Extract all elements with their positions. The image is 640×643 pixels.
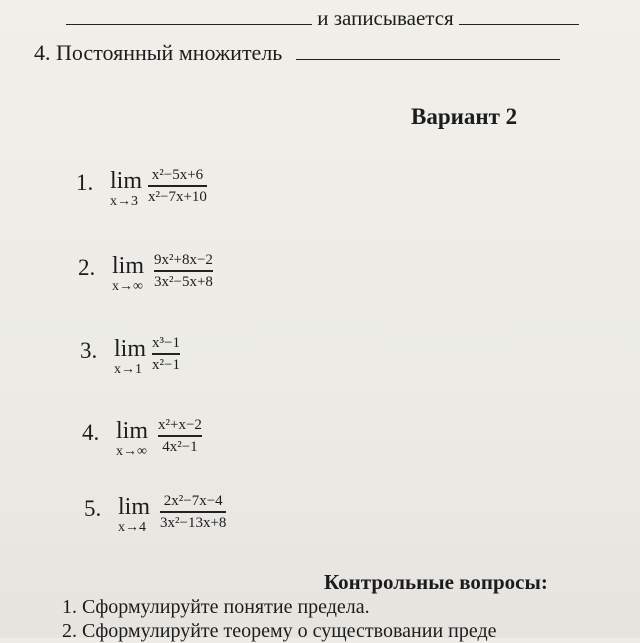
header-text-top: и записывается xyxy=(317,6,454,30)
fraction xyxy=(154,251,213,291)
variant-title: Вариант 2 xyxy=(411,104,518,129)
question-4-text: 4. Постоянный множитель xyxy=(34,40,283,65)
header-line-top xyxy=(66,6,579,31)
task-number: 1. xyxy=(76,170,94,195)
limit-subscript: x→1 xyxy=(114,362,142,377)
fraction-denominator: x²−1 xyxy=(152,356,180,373)
fraction-denominator: 4x²−1 xyxy=(162,438,198,455)
fraction-numerator: x³−1 xyxy=(152,335,180,351)
fraction-numerator: 9x²+8x−2 xyxy=(154,252,213,268)
fraction xyxy=(152,334,180,374)
task-number: 4. xyxy=(82,420,100,445)
control-questions-title: Контрольные вопросы: xyxy=(324,570,548,594)
blank-line xyxy=(66,24,312,25)
fraction-bar xyxy=(160,511,226,513)
limit-subscript: x→∞ xyxy=(112,279,143,294)
limit-symbol: lim xyxy=(118,494,151,520)
fraction xyxy=(148,166,207,206)
blank-line xyxy=(296,59,560,60)
fraction-numerator: 2x²−7x−4 xyxy=(163,493,223,509)
fraction-denominator: x²−7x+10 xyxy=(148,188,207,205)
control-question-1: 1. Сформулируйте понятие предела. xyxy=(62,596,370,618)
limit-subscript: x→∞ xyxy=(116,444,147,459)
limit-symbol: lim xyxy=(110,168,143,194)
question-4 xyxy=(34,40,560,66)
limit-symbol: lim xyxy=(112,253,145,279)
fraction-bar xyxy=(158,435,202,437)
limit-subscript: x→3 xyxy=(110,194,138,209)
limit-symbol: lim xyxy=(114,336,147,362)
fraction xyxy=(160,492,226,532)
fraction-numerator: x²−5x+6 xyxy=(151,167,204,183)
fraction-denominator: 3x²−13x+8 xyxy=(160,514,227,531)
fraction-bar xyxy=(152,353,180,355)
fraction-numerator: x²+x−2 xyxy=(158,417,202,433)
limit-symbol: lim xyxy=(116,418,149,444)
fraction-bar xyxy=(154,270,213,272)
task-number: 3. xyxy=(80,338,98,363)
blank-line xyxy=(459,24,579,25)
limit-subscript: x→4 xyxy=(118,520,146,535)
task-number: 2. xyxy=(78,255,96,280)
task-number: 5. xyxy=(84,496,102,521)
fraction xyxy=(158,416,202,456)
fraction-denominator: 3x²−5x+8 xyxy=(154,273,213,290)
control-question-2: 2. Сформулируйте теорему о существовании преде xyxy=(62,620,497,642)
fraction-bar xyxy=(148,185,207,187)
